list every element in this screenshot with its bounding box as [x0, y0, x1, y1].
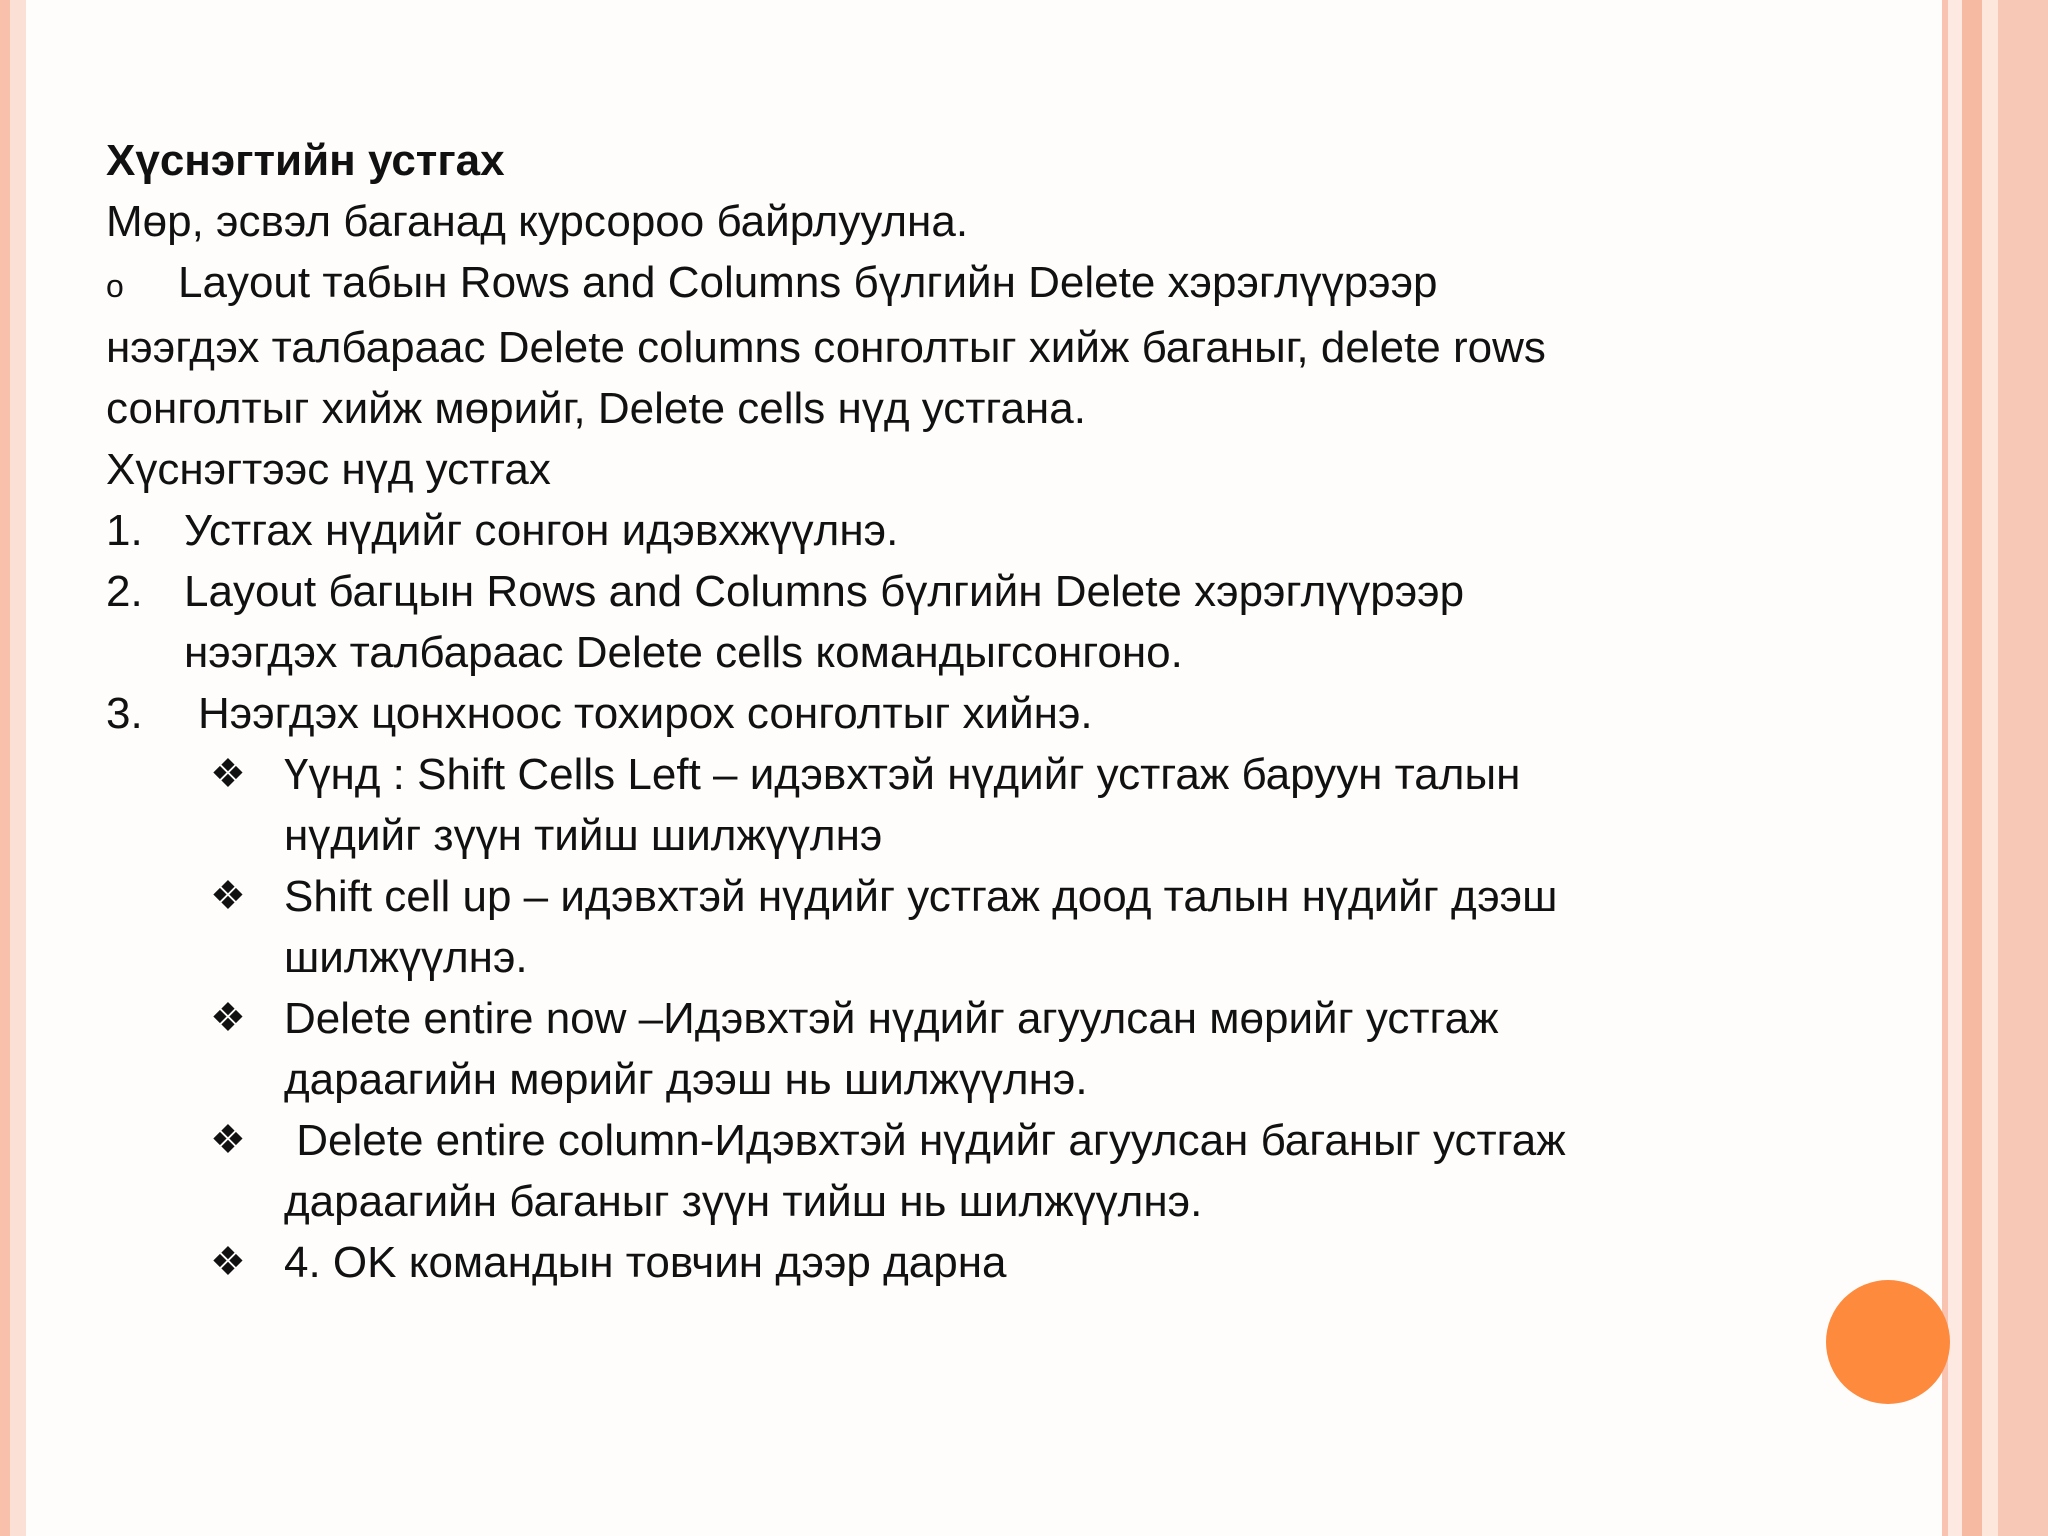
diamond-bullet-icon: ❖: [210, 874, 246, 918]
right-border-stripe: [1998, 0, 2048, 1536]
step-text: Нээгдэх цонхноос тохирох сонголтыг хийнэ.: [198, 689, 1093, 738]
bullet-text: нүдийг зүүн тийш шилжүүлнэ: [284, 811, 883, 860]
bullet-text: 4. OK командын товчин дээр дарна: [284, 1238, 1007, 1287]
step-item: [106, 561, 1866, 683]
diamond-bullet-icon: ❖: [210, 1240, 246, 1284]
step-text: Layout багцын Rows and Columns бүлгийн Delete хэрэглүүрээр: [184, 567, 1465, 616]
option-line: [106, 252, 1866, 317]
bullet-text: Delete entire now –Идэвхтэй нүдийг агуулсан мөрийг устгаж: [284, 994, 1499, 1043]
bullet-text: Shift cell up – идэвхтэй нүдийг устгаж доод талын нүдийг дээш: [284, 872, 1558, 921]
left-border-stripe-light: [10, 0, 26, 1536]
bullet-item: [106, 866, 1866, 988]
decorative-orange-circle: [1826, 1280, 1950, 1404]
bullet-item: [106, 988, 1866, 1110]
step-number: 3.: [106, 689, 143, 738]
option-text: Layout табын Rows and Columns бүлгийн Delete хэрэглүүрээр: [178, 258, 1438, 307]
left-border-stripe: [0, 0, 10, 1536]
intro-text: Мөр, эсвэл баганад курсороо байрлуулна.: [106, 197, 969, 246]
diamond-bullet-icon: ❖: [210, 996, 246, 1040]
bullet-text: Delete entire column-Идэвхтэй нүдийг агуулсан баганыг устгаж: [284, 1116, 1566, 1165]
bullet-item: [106, 1110, 1866, 1232]
bullet-text: Үүнд : Shift Cells Left – идэвхтэй нүдийг устгаж баруун талын: [284, 750, 1521, 799]
subheading: Хүснэгтээс нүд устгах: [106, 445, 551, 494]
diamond-bullet-icon: ❖: [210, 752, 246, 796]
bullet-text: дараагийн баганыг зүүн тийш нь шилжүүлнэ.: [284, 1177, 1203, 1226]
step-number: 2.: [106, 567, 143, 616]
option-text-continued: нээгдэх талбараас Delete columns сонголтыг хийж баганыг, delete rows: [106, 323, 1546, 372]
step-item: [106, 683, 1866, 744]
bullet-item: [106, 1232, 1866, 1293]
step-item: [106, 500, 1866, 561]
step-number: 1.: [106, 506, 143, 555]
bullet-text: шилжүүлнэ.: [284, 933, 528, 982]
step-text: нээгдэх талбараас Delete cells командыгсонгоно.: [184, 628, 1183, 677]
right-border-stripe: [1962, 0, 1982, 1536]
circle-bullet-icon: o: [106, 268, 124, 304]
slide-heading: Хүснэгтийн устгах: [106, 136, 505, 185]
diamond-bullet-icon: ❖: [210, 1118, 246, 1162]
slide-content: [106, 130, 1866, 1293]
right-border-stripe: [1948, 0, 1962, 1536]
right-border-stripe: [1982, 0, 1998, 1536]
step-text: Устгах нүдийг сонгон идэвхжүүлнэ.: [184, 506, 899, 555]
bullet-text: дараагийн мөрийг дээш нь шилжүүлнэ.: [284, 1055, 1088, 1104]
option-text-continued: сонголтыг хийж мөрийг, Delete cells нүд устгана.: [106, 384, 1086, 433]
bullet-item: [106, 744, 1866, 866]
